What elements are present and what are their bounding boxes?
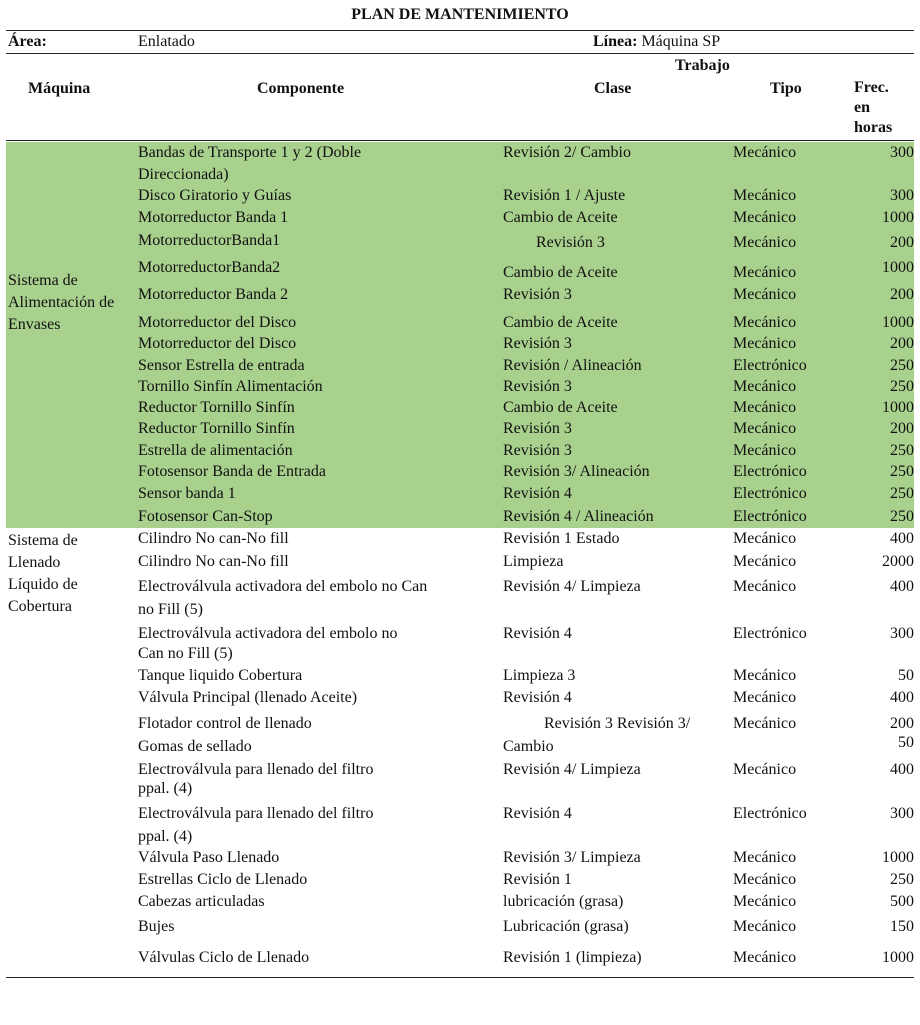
table-row — [6, 623, 914, 645]
cell-componente: Disco Giratorio y Guías — [138, 187, 292, 204]
cell-clase: Revisión 1 (limpieza) — [503, 949, 642, 966]
cell-clase: Revisión / Alineación — [503, 357, 642, 374]
cell-tipo: Mecánico — [733, 264, 797, 281]
table-row — [6, 847, 914, 869]
cell-tipo: Mecánico — [733, 314, 797, 331]
cell-tipo: Mecánico — [733, 399, 797, 416]
cell-componente: Cilindro No can-No fill — [138, 530, 289, 547]
table-row-continuation — [6, 778, 914, 800]
cell-frecuencia: 1000 — [882, 849, 914, 866]
table-row — [6, 576, 914, 598]
cell-clase: Lubricación (grasa) — [503, 918, 629, 935]
cell-componente: Válvula Paso Llenado — [138, 849, 280, 866]
table-row-continuation — [6, 826, 914, 848]
cell-frecuencia: 200 — [890, 234, 914, 251]
cell-clase: Revisión 4 — [503, 805, 572, 822]
cell-componente-line2: Direccionada) — [138, 166, 229, 183]
table-row — [6, 397, 914, 419]
cell-tipo: Mecánico — [733, 286, 797, 303]
table-row — [6, 506, 914, 528]
linea-field — [593, 31, 720, 53]
cell-clase: Revisión 3/ Alineación — [503, 463, 650, 480]
cell-componente: Gomas de sellado — [138, 738, 252, 755]
table-row — [6, 528, 914, 550]
cell-tipo: Electrónico — [733, 357, 807, 374]
cell-clase: Revisión 2/ Cambio — [503, 144, 631, 161]
cell-clase: Revisión 4 / Alineación — [503, 508, 654, 525]
cell-frecuencia: 400 — [890, 689, 914, 706]
cell-frecuencia: 300 — [890, 144, 914, 161]
cell-componente: Reductor Tornillo Sinfín — [138, 420, 295, 437]
table-row — [6, 355, 914, 377]
table-row — [6, 736, 914, 758]
table-row — [6, 869, 914, 891]
system2-name-line3: Líquido de — [8, 576, 78, 593]
table-row-continuation — [6, 599, 914, 621]
table-row — [6, 461, 914, 483]
cell-clase: Revisión 4 — [503, 485, 572, 502]
cell-clase: Limpieza 3 — [503, 667, 576, 684]
cell-clase: Revisión 4/ Limpieza — [503, 578, 641, 595]
cell-tipo: Electrónico — [733, 485, 807, 502]
table-row — [6, 483, 914, 505]
cell-componente-line2: Can no Fill (5) — [138, 645, 233, 662]
area-value: Enlatado — [138, 33, 195, 50]
cell-tipo: Mecánico — [733, 378, 797, 395]
cell-tipo: Mecánico — [733, 209, 797, 226]
cell-tipo: Mecánico — [733, 578, 797, 595]
cell-componente-line2: no Fill (5) — [138, 601, 203, 618]
cell-componente: Motorreductor del Disco — [138, 335, 297, 352]
table-row — [6, 284, 914, 306]
cell-clase: Revisión 1 — [503, 871, 572, 888]
table-row-continuation — [6, 164, 914, 186]
bottom-rule — [6, 977, 914, 978]
cell-frecuencia: 250 — [890, 378, 914, 395]
system2-name-line4: Cobertura — [8, 598, 72, 615]
header-rule — [6, 140, 914, 141]
cell-clase: Revisión 3 — [503, 442, 572, 459]
cell-frecuencia: 400 — [890, 578, 914, 595]
header-frec-line1: Frec. — [854, 79, 889, 96]
header-clase: Clase — [594, 80, 632, 97]
cell-tipo: Mecánico — [733, 553, 797, 570]
cell-componente: Reductor Tornillo Sinfín — [138, 399, 295, 416]
cell-frecuencia: 250 — [890, 871, 914, 888]
cell-frecuencia: 1000 — [882, 399, 914, 416]
cell-componente: Válvulas Ciclo de Llenado — [138, 949, 310, 966]
cell-componente: Electroválvula para llenado del filtro — [138, 761, 374, 778]
system2-name-line1: Sistema de — [8, 532, 78, 549]
cell-clase: lubricación (grasa) — [503, 893, 624, 910]
table-row — [6, 551, 914, 573]
cell-clase: Revisión 1 Estado — [503, 530, 620, 547]
header-frecuencia — [854, 78, 892, 138]
cell-componente: Electroválvula activadora del embolo no — [138, 625, 398, 642]
cell-frecuencia: 200 — [890, 420, 914, 437]
cell-clase: Revisión 3/ Limpieza — [503, 849, 641, 866]
header-frec-line2: en — [854, 99, 870, 116]
table-row — [6, 257, 914, 279]
cell-componente: Cabezas articuladas — [138, 893, 265, 910]
cell-componente: Sensor Estrella de entrada — [138, 357, 305, 374]
table-row — [6, 803, 914, 825]
table-row — [6, 665, 914, 687]
table-row — [6, 376, 914, 398]
cell-clase: Limpieza — [503, 553, 564, 570]
table-row — [6, 713, 914, 735]
cell-tipo: Mecánico — [733, 667, 797, 684]
table-row — [6, 142, 914, 164]
cell-tipo: Mecánico — [733, 442, 797, 459]
table-row — [6, 207, 914, 229]
cell-tipo: Mecánico — [733, 144, 797, 161]
cell-frecuencia: 250 — [890, 485, 914, 502]
system1-name-line1: Sistema de — [8, 272, 78, 289]
cell-frecuencia: 250 — [890, 442, 914, 459]
table-row — [6, 418, 914, 440]
cell-frecuencia: 250 — [890, 357, 914, 374]
table-row — [6, 687, 914, 709]
cell-frecuencia: 250 — [890, 508, 914, 525]
table-row-continuation — [6, 643, 914, 665]
cell-tipo: Mecánico — [733, 849, 797, 866]
cell-frecuencia: 50 — [898, 667, 914, 684]
cell-frecuencia: 2000 — [882, 553, 914, 570]
table-row — [6, 230, 914, 252]
cell-frecuencia: 1000 — [882, 949, 914, 966]
cell-tipo: Mecánico — [733, 871, 797, 888]
cell-componente: Motorreductor Banda 2 — [138, 286, 289, 303]
cell-frecuencia: 300 — [890, 187, 914, 204]
cell-componente: Electroválvula para llenado del filtro — [138, 805, 374, 822]
cell-componente: Tanque liquido Cobertura — [138, 667, 303, 684]
cell-frecuencia: 250 — [890, 463, 914, 480]
cell-clase: Cambio de Aceite — [503, 399, 618, 416]
linea-value: Máquina SP — [641, 33, 721, 50]
table-row — [6, 891, 914, 913]
linea-label: Línea: — [593, 33, 638, 50]
cell-clase: Cambio de Aceite — [503, 264, 618, 281]
cell-clase: Revisión 3 — [536, 234, 605, 251]
cell-componente-line2: ppal. (4) — [138, 780, 193, 797]
cell-componente: Válvula Principal (llenado Aceite) — [138, 689, 358, 706]
header-componente: Componente — [257, 80, 345, 97]
system1-name-line2: Alimentación de — [8, 294, 115, 311]
table-row — [6, 312, 914, 334]
cell-frecuencia: 1000 — [882, 314, 914, 331]
cell-frecuencia: 1000 — [882, 209, 914, 226]
table-row — [6, 947, 914, 969]
cell-componente: Estrellas Ciclo de Llenado — [138, 871, 308, 888]
cell-componente: Sensor banda 1 — [138, 485, 236, 502]
cell-tipo: Electrónico — [733, 508, 807, 525]
cell-tipo: Mecánico — [733, 530, 797, 547]
cell-frecuencia: 400 — [890, 530, 914, 547]
cell-componente: Motorreductor del Disco — [138, 314, 297, 331]
cell-frecuencia: 150 — [890, 918, 914, 935]
cell-tipo: Mecánico — [733, 187, 797, 204]
system2-name-line2: Llenado — [8, 554, 61, 571]
cell-clase: Cambio — [503, 738, 554, 755]
cell-componente: Electroválvula activadora del embolo no Can — [138, 578, 428, 595]
table-row — [6, 916, 914, 938]
cell-clase: Revisión 3 Revisión 3/ — [544, 715, 691, 732]
cell-tipo: Mecánico — [733, 335, 797, 352]
cell-clase: Revisión 1 / Ajuste — [503, 187, 626, 204]
cell-frecuencia: 500 — [890, 893, 914, 910]
table-row — [6, 440, 914, 462]
cell-tipo: Mecánico — [733, 689, 797, 706]
cell-clase: Cambio de Aceite — [503, 209, 618, 226]
area-rule — [6, 53, 914, 54]
area-label: Área: — [8, 33, 47, 50]
cell-componente: MotorreductorBanda1 — [138, 232, 281, 249]
cell-tipo: Mecánico — [733, 761, 797, 778]
cell-tipo: Mecánico — [733, 893, 797, 910]
cell-clase: Revisión 3 — [503, 420, 572, 437]
header-maquina: Máquina — [28, 80, 91, 97]
cell-componente: Motorreductor Banda 1 — [138, 209, 289, 226]
system1-name-line3: Envases — [8, 316, 61, 333]
cell-clase: Revisión 3 — [503, 335, 572, 352]
cell-tipo: Mecánico — [733, 949, 797, 966]
cell-frecuencia: 200 — [890, 335, 914, 352]
cell-componente: Bujes — [138, 918, 175, 935]
cell-frecuencia: 200 — [890, 286, 914, 303]
table-row — [6, 333, 914, 355]
cell-clase: Revisión 4/ Limpieza — [503, 761, 641, 778]
cell-clase: Cambio de Aceite — [503, 314, 618, 331]
cell-frecuencia: 400 — [890, 761, 914, 778]
cell-componente: Estrella de alimentación — [138, 442, 293, 459]
header-tipo: Tipo — [770, 80, 802, 97]
cell-tipo: Mecánico — [733, 715, 797, 732]
cell-componente: Flotador control de llenado — [138, 715, 312, 732]
cell-componente: Cilindro No can-No fill — [138, 553, 289, 570]
cell-componente: Fotosensor Can-Stop — [138, 508, 273, 525]
table-row — [6, 185, 914, 207]
cell-componente: Fotosensor Banda de Entrada — [138, 463, 326, 480]
table-title: PLAN DE MANTENIMIENTO — [351, 6, 569, 23]
cell-componente: Tornillo Sinfín Alimentación — [138, 378, 323, 395]
cell-tipo: Electrónico — [733, 463, 807, 480]
cell-clase: Revisión 4 — [503, 689, 572, 706]
cell-tipo: Electrónico — [733, 625, 807, 642]
cell-componente-line2: ppal. (4) — [138, 828, 193, 845]
cell-tipo: Mecánico — [733, 918, 797, 935]
cell-componente: MotorreductorBanda2 — [138, 259, 281, 276]
cell-tipo: Electrónico — [733, 805, 807, 822]
header-frec-line3: horas — [854, 119, 893, 136]
cell-frecuencia: 1000 — [882, 259, 914, 276]
header-trabajo: Trabajo — [675, 57, 730, 74]
cell-clase: Revisión 4 — [503, 625, 572, 642]
cell-frecuencia: 50 — [898, 734, 914, 751]
cell-frecuencia: 300 — [890, 625, 914, 642]
cell-tipo: Mecánico — [733, 234, 797, 251]
cell-frecuencia: 200 — [890, 715, 914, 732]
cell-frecuencia: 300 — [890, 805, 914, 822]
cell-componente: Bandas de Transporte 1 y 2 (Doble — [138, 144, 362, 161]
cell-tipo: Mecánico — [733, 420, 797, 437]
cell-clase: Revisión 3 — [503, 378, 572, 395]
cell-clase: Revisión 3 — [503, 286, 572, 303]
